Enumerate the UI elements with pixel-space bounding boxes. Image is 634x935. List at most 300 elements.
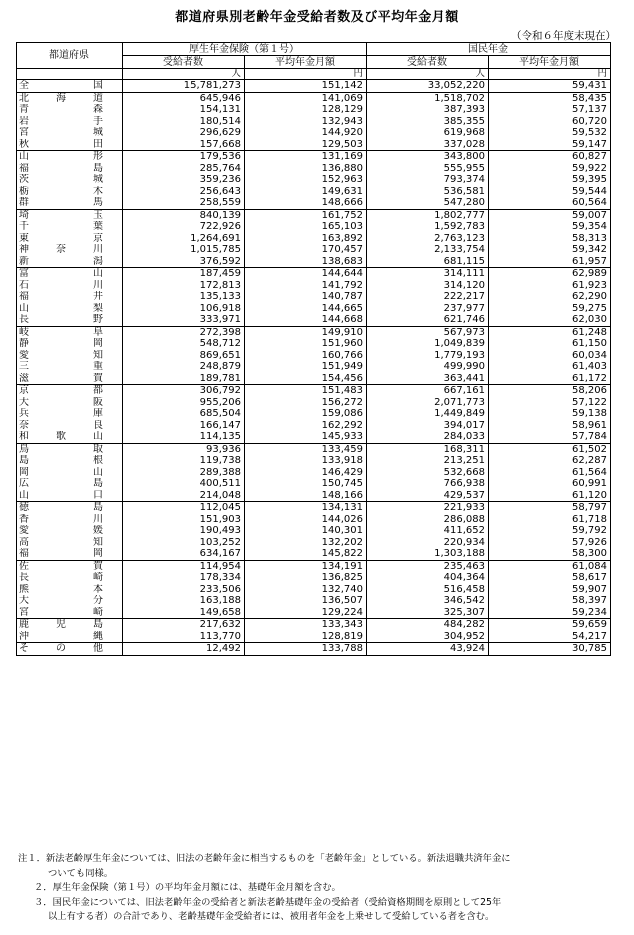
table-row [17,443,611,455]
table-row [17,268,611,280]
prefecture-cell [17,478,123,490]
prefecture-name: 山口 [19,489,103,501]
kosei-average-cell: 128,819 [245,631,367,643]
kokumin-average-cell: 58,961 [489,420,611,432]
prefecture-name: 石川 [19,279,103,291]
kokumin-recipients-cell: 304,952 [367,631,489,643]
kokumin-average-cell: 61,120 [489,490,611,502]
kosei-average-cell: 160,766 [245,350,367,362]
prefecture-cell [17,408,123,420]
kosei-recipients-cell: 12,492 [123,643,245,656]
kokumin-average-cell: 30,785 [489,643,611,656]
prefecture-cell [17,127,123,139]
unit-blank [17,69,123,80]
prefecture-cell [17,373,123,385]
unit-yen: 円 [489,69,611,80]
table-row [17,350,611,362]
kosei-recipients-cell: 166,147 [123,420,245,432]
table-row [17,291,611,303]
kosei-average-cell: 148,166 [245,490,367,502]
kosei-recipients-cell: 289,388 [123,467,245,479]
unit-person: 人 [123,69,245,80]
kosei-average-cell: 163,892 [245,233,367,245]
prefecture-name: 奈良 [19,419,103,431]
kokumin-average-cell: 61,564 [489,467,611,479]
kosei-recipients-cell: 333,971 [123,314,245,326]
kosei-average-cell: 134,191 [245,560,367,572]
prefecture-cell [17,548,123,560]
kosei-recipients-cell: 869,651 [123,350,245,362]
kokumin-average-cell: 57,784 [489,431,611,443]
prefecture-cell [17,514,123,526]
table-row [17,233,611,245]
prefecture-cell [17,80,123,93]
kokumin-average-cell: 61,502 [489,443,611,455]
kokumin-recipients-cell: 235,463 [367,560,489,572]
kokumin-average-cell: 58,313 [489,233,611,245]
prefecture-cell [17,163,123,175]
kosei-average-cell: 132,943 [245,116,367,128]
table-row [17,631,611,643]
kosei-recipients-cell: 256,643 [123,186,245,198]
prefecture-cell [17,268,123,280]
prefecture-name: 愛知 [19,349,103,361]
kosei-average-cell: 151,142 [245,80,367,93]
prefecture-name: 東京 [19,232,103,244]
kosei-recipients-cell: 180,514 [123,116,245,128]
prefecture-name: 長野 [19,314,103,325]
kokumin-recipients-cell: 2,071,773 [367,397,489,409]
note-line: 以上有する者）の合計であり、老齢基礎年金受給者には、被用者年金を上乗せして受給している者を含む。 [48,911,495,922]
kokumin-average-cell: 60,034 [489,350,611,362]
kokumin-recipients-cell: 766,938 [367,478,489,490]
header-kokumin-nenkin: 国民年金 [367,43,611,56]
table-row [17,280,611,292]
kosei-average-cell: 140,301 [245,525,367,537]
kokumin-recipients-cell: 411,652 [367,525,489,537]
kosei-average-cell: 138,683 [245,256,367,268]
kosei-average-cell: 136,880 [245,163,367,175]
kokumin-recipients-cell: 404,364 [367,572,489,584]
kokumin-average-cell: 59,147 [489,139,611,151]
kosei-recipients-cell: 15,781,273 [123,80,245,93]
table-row [17,92,611,104]
prefecture-name: 神奈川 [19,244,103,255]
kokumin-recipients-cell: 1,049,839 [367,338,489,350]
kokumin-average-cell: 58,797 [489,502,611,514]
prefecture-name: 福岡 [19,548,103,559]
kokumin-recipients-cell: 532,668 [367,467,489,479]
prefecture-cell [17,314,123,326]
kokumin-average-cell: 59,431 [489,80,611,93]
prefecture-name: 宮崎 [19,606,103,618]
kosei-average-cell: 136,507 [245,595,367,607]
prefecture-name: 秋田 [19,138,103,150]
kosei-average-cell: 140,787 [245,291,367,303]
kokumin-average-cell: 59,792 [489,525,611,537]
kosei-recipients-cell: 154,131 [123,104,245,116]
kosei-recipients-cell: 103,252 [123,537,245,549]
kokumin-average-cell: 59,342 [489,244,611,256]
kosei-average-cell: 145,933 [245,431,367,443]
kosei-recipients-cell: 359,236 [123,174,245,186]
kosei-average-cell: 165,103 [245,221,367,233]
prefecture-name: 滋賀 [19,372,103,384]
kokumin-average-cell: 59,138 [489,408,611,420]
prefecture-cell [17,420,123,432]
unit-person: 人 [367,69,489,80]
prefecture-name: 佐賀 [19,560,103,572]
table-row [17,361,611,373]
kosei-average-cell: 144,668 [245,314,367,326]
table-row [17,385,611,397]
table-row [17,548,611,560]
note-line: 注１．新法老齢厚生年金については、旧法の老齢年金に相当するものを「老齢年金」としている。新法退職共済年金に [18,853,511,864]
kosei-average-cell: 134,131 [245,502,367,514]
kosei-recipients-cell: 179,536 [123,151,245,163]
kokumin-average-cell: 57,122 [489,397,611,409]
prefecture-name: 千葉 [19,221,103,232]
kokumin-average-cell: 60,564 [489,197,611,209]
prefecture-cell [17,607,123,619]
kokumin-recipients-cell: 1,779,193 [367,350,489,362]
kokumin-recipients-cell: 1,802,777 [367,209,489,221]
kokumin-average-cell: 59,544 [489,186,611,198]
prefecture-name: その他 [19,643,103,654]
kokumin-average-cell: 62,290 [489,291,611,303]
prefecture-cell [17,233,123,245]
kosei-average-cell: 129,224 [245,607,367,619]
kosei-recipients-cell: 172,813 [123,280,245,292]
table-row [17,80,611,93]
kosei-average-cell: 149,631 [245,186,367,198]
table-row [17,455,611,467]
prefecture-cell [17,525,123,537]
prefecture-cell [17,560,123,572]
header-kosei-nenkin: 厚生年金保険（第１号） [123,43,367,56]
prefecture-cell [17,397,123,409]
kosei-recipients-cell: 113,770 [123,631,245,643]
kosei-recipients-cell: 634,167 [123,548,245,560]
kokumin-average-cell: 61,084 [489,560,611,572]
kokumin-recipients-cell: 667,161 [367,385,489,397]
kosei-recipients-cell: 214,048 [123,490,245,502]
prefecture-name: 沖縄 [19,630,103,642]
prefecture-name: 岐阜 [19,326,103,338]
prefecture-name: 静岡 [19,338,103,349]
kokumin-recipients-cell: 221,933 [367,502,489,514]
kosei-average-cell: 145,822 [245,548,367,560]
table-row [17,431,611,443]
kokumin-average-cell: 61,150 [489,338,611,350]
table-row [17,338,611,350]
kosei-average-cell: 150,745 [245,478,367,490]
kosei-average-cell: 170,457 [245,244,367,256]
kosei-recipients-cell: 217,632 [123,619,245,631]
prefecture-name: 新潟 [19,255,103,267]
kosei-recipients-cell: 258,559 [123,197,245,209]
kokumin-recipients-cell: 314,120 [367,280,489,292]
kokumin-recipients-cell: 213,251 [367,455,489,467]
kokumin-recipients-cell: 363,441 [367,373,489,385]
prefecture-cell [17,643,123,656]
kosei-average-cell: 133,918 [245,455,367,467]
kokumin-average-cell: 59,007 [489,209,611,221]
table-row [17,467,611,479]
kosei-recipients-cell: 187,459 [123,268,245,280]
prefecture-name: 全国 [19,80,103,91]
kosei-recipients-cell: 151,903 [123,514,245,526]
header-kokumin-recipients: 受給者数 [367,56,489,69]
table-row [17,104,611,116]
unit-yen: 円 [245,69,367,80]
prefecture-cell [17,244,123,256]
kosei-average-cell: 159,086 [245,408,367,420]
prefecture-cell [17,350,123,362]
header-kosei-average: 平均年金月額 [245,56,367,69]
as-of-date: （令和６年度末現在） [511,30,616,42]
kosei-average-cell: 151,483 [245,385,367,397]
kokumin-average-cell: 59,395 [489,174,611,186]
kokumin-recipients-cell: 33,052,220 [367,80,489,93]
prefecture-name: 熊本 [19,583,103,595]
kosei-recipients-cell: 722,926 [123,221,245,233]
pension-table [16,42,611,656]
prefecture-name: 福井 [19,291,103,302]
prefecture-name: 大阪 [19,396,103,408]
kokumin-recipients-cell: 1,449,849 [367,408,489,420]
kosei-average-cell: 161,752 [245,209,367,221]
kokumin-recipients-cell: 286,088 [367,514,489,526]
kokumin-average-cell: 59,659 [489,619,611,631]
kosei-recipients-cell: 1,264,691 [123,233,245,245]
kosei-recipients-cell: 840,139 [123,209,245,221]
kosei-average-cell: 156,272 [245,397,367,409]
prefecture-cell [17,209,123,221]
note-line: ついても同様。 [48,867,114,879]
kokumin-average-cell: 58,300 [489,548,611,560]
table-row [17,408,611,420]
table-row [17,490,611,502]
kosei-average-cell: 151,960 [245,338,367,350]
kosei-average-cell: 149,910 [245,326,367,338]
prefecture-name: 兵庫 [19,408,103,419]
kokumin-recipients-cell: 168,311 [367,443,489,455]
kokumin-average-cell: 62,989 [489,268,611,280]
kokumin-average-cell: 58,435 [489,92,611,104]
kosei-recipients-cell: 400,511 [123,478,245,490]
kokumin-average-cell: 57,137 [489,104,611,116]
table-row [17,478,611,490]
table-row [17,303,611,315]
prefecture-cell [17,92,123,104]
table-row [17,397,611,409]
table-row [17,174,611,186]
kokumin-recipients-cell: 314,111 [367,268,489,280]
table-row [17,595,611,607]
kosei-average-cell: 133,788 [245,643,367,656]
kosei-recipients-cell: 189,781 [123,373,245,385]
kokumin-average-cell: 59,907 [489,584,611,596]
prefecture-name: 徳島 [19,502,103,513]
kokumin-recipients-cell: 621,746 [367,314,489,326]
prefecture-name: 島根 [19,455,103,466]
prefecture-cell [17,116,123,128]
table-row [17,525,611,537]
kosei-average-cell: 129,503 [245,139,367,151]
kosei-recipients-cell: 272,398 [123,326,245,338]
prefecture-cell [17,326,123,338]
table-row [17,502,611,514]
kokumin-recipients-cell: 325,307 [367,607,489,619]
kosei-recipients-cell: 1,015,785 [123,244,245,256]
table-row [17,572,611,584]
kokumin-recipients-cell: 793,374 [367,174,489,186]
kosei-recipients-cell: 157,668 [123,139,245,151]
kosei-recipients-cell: 163,188 [123,595,245,607]
table-row [17,643,611,656]
note-line: ２．厚生年金保険（第１号）の平均年金月額には、基礎年金月額を含む。 [34,882,341,893]
kokumin-recipients-cell: 484,282 [367,619,489,631]
footnotes [18,852,624,925]
table-row [17,209,611,221]
prefecture-name: 京都 [19,385,103,396]
prefecture-cell [17,619,123,631]
kokumin-recipients-cell: 681,115 [367,256,489,268]
prefecture-cell [17,104,123,116]
prefecture-cell [17,572,123,584]
kosei-average-cell: 144,665 [245,303,367,315]
kokumin-average-cell: 58,397 [489,595,611,607]
prefecture-name: 和歌山 [19,431,103,442]
kosei-recipients-cell: 149,658 [123,607,245,619]
prefecture-name: 福島 [19,162,103,174]
kokumin-recipients-cell: 387,393 [367,104,489,116]
prefecture-cell [17,584,123,596]
kokumin-average-cell: 59,354 [489,221,611,233]
kokumin-recipients-cell: 346,542 [367,595,489,607]
prefecture-cell [17,221,123,233]
kosei-average-cell: 144,644 [245,268,367,280]
kosei-average-cell: 144,026 [245,514,367,526]
kokumin-recipients-cell: 220,934 [367,537,489,549]
kosei-average-cell: 154,456 [245,373,367,385]
kosei-recipients-cell: 306,792 [123,385,245,397]
table-row [17,139,611,151]
kokumin-recipients-cell: 43,924 [367,643,489,656]
table-row [17,244,611,256]
prefecture-name: 香川 [19,513,103,525]
kosei-recipients-cell: 296,629 [123,127,245,139]
prefecture-name: 埼玉 [19,209,103,221]
kokumin-recipients-cell: 1,518,702 [367,92,489,104]
kosei-average-cell: 136,825 [245,572,367,584]
kokumin-recipients-cell: 1,303,188 [367,548,489,560]
kokumin-recipients-cell: 429,537 [367,490,489,502]
table-row [17,256,611,268]
kosei-average-cell: 162,292 [245,420,367,432]
header-kokumin-average: 平均年金月額 [489,56,611,69]
kokumin-average-cell: 59,234 [489,607,611,619]
table-row [17,326,611,338]
kosei-recipients-cell: 112,045 [123,502,245,514]
kokumin-recipients-cell: 567,973 [367,326,489,338]
kokumin-recipients-cell: 516,458 [367,584,489,596]
prefecture-name: 栃木 [19,185,103,197]
kosei-recipients-cell: 119,738 [123,455,245,467]
table-row [17,607,611,619]
kosei-average-cell: 133,343 [245,619,367,631]
kosei-recipients-cell: 135,133 [123,291,245,303]
prefecture-cell [17,280,123,292]
prefecture-cell [17,139,123,151]
prefecture-cell [17,443,123,455]
kosei-average-cell: 144,920 [245,127,367,139]
prefecture-name: 富山 [19,268,103,279]
kosei-recipients-cell: 106,918 [123,303,245,315]
kosei-recipients-cell: 114,954 [123,560,245,572]
table-row [17,420,611,432]
kokumin-recipients-cell: 1,592,783 [367,221,489,233]
kokumin-average-cell: 58,617 [489,572,611,584]
prefecture-cell [17,186,123,198]
kokumin-average-cell: 59,275 [489,303,611,315]
prefecture-name: 鳥取 [19,443,103,455]
kosei-average-cell: 141,069 [245,92,367,104]
kokumin-recipients-cell: 385,355 [367,116,489,128]
prefecture-cell [17,256,123,268]
kokumin-recipients-cell: 619,968 [367,127,489,139]
prefecture-name: 岩手 [19,115,103,127]
prefecture-name: 宮城 [19,127,103,138]
kokumin-recipients-cell: 555,955 [367,163,489,175]
kosei-average-cell: 141,792 [245,280,367,292]
table-row [17,537,611,549]
kokumin-recipients-cell: 284,033 [367,431,489,443]
prefecture-cell [17,595,123,607]
kosei-recipients-cell: 285,764 [123,163,245,175]
kokumin-average-cell: 62,287 [489,455,611,467]
prefecture-cell [17,151,123,163]
kokumin-average-cell: 58,206 [489,385,611,397]
prefecture-cell [17,385,123,397]
prefecture-cell [17,174,123,186]
kosei-average-cell: 152,963 [245,174,367,186]
prefecture-cell [17,291,123,303]
kosei-average-cell: 131,169 [245,151,367,163]
kosei-recipients-cell: 376,592 [123,256,245,268]
table-row [17,151,611,163]
prefecture-name: 鹿児島 [19,619,103,630]
table-row [17,163,611,175]
prefecture-name: 茨城 [19,174,103,185]
prefecture-cell [17,197,123,209]
kosei-average-cell: 132,740 [245,584,367,596]
kokumin-average-cell: 62,030 [489,314,611,326]
page-title: 都道府県別老齢年金受給者数及び平均年金月額 [175,10,459,25]
table-row [17,560,611,572]
kosei-recipients-cell: 190,493 [123,525,245,537]
table-row [17,127,611,139]
kokumin-average-cell: 61,403 [489,361,611,373]
kokumin-average-cell: 54,217 [489,631,611,643]
kokumin-average-cell: 59,532 [489,127,611,139]
prefecture-name: 山梨 [19,302,103,314]
kokumin-recipients-cell: 337,028 [367,139,489,151]
kosei-average-cell: 128,129 [245,104,367,116]
prefecture-name: 北海道 [19,92,103,104]
kokumin-recipients-cell: 547,280 [367,197,489,209]
